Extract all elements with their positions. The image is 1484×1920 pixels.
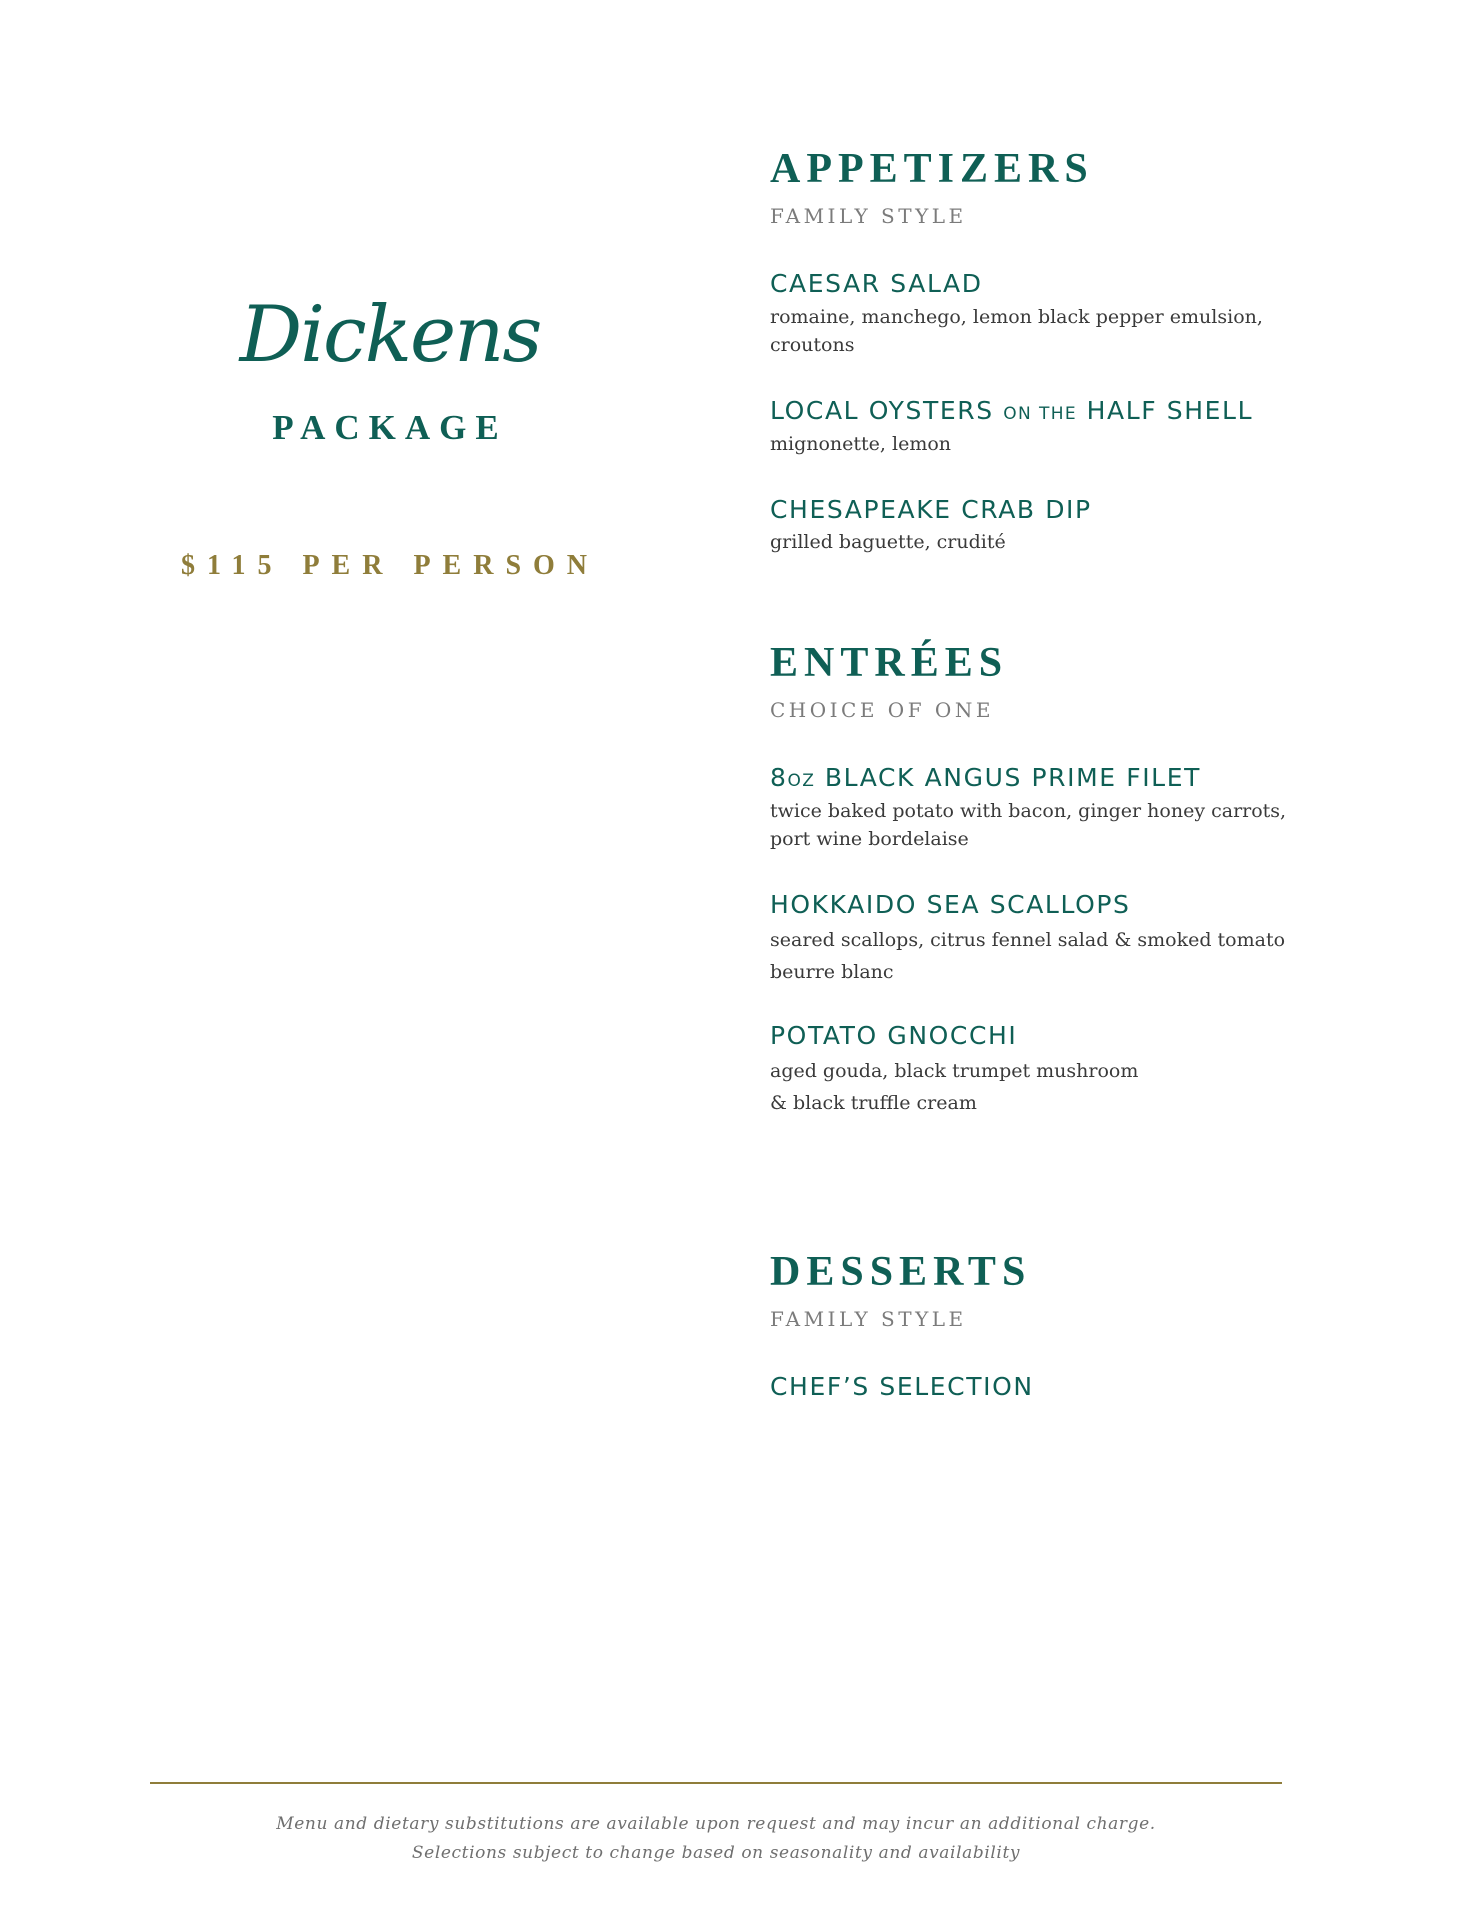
menu-item: [770, 270, 1390, 359]
section-title: APPETIZERS: [770, 146, 1094, 192]
brand-package-label: PACKAGE: [272, 408, 508, 447]
menu-item-description: [770, 528, 1390, 556]
menu-item-name-part: LOCAL OYSTERS: [770, 395, 1004, 425]
description-line: port wine bordelaise: [770, 828, 969, 850]
description-line: & black truffle cream: [770, 1091, 977, 1114]
menu-item-name-part: ON THE: [1003, 403, 1078, 424]
menu-item-description: [770, 1055, 1390, 1119]
menu-item: [770, 764, 1390, 853]
menu-item-name-part: BLACK ANGUS PRIME FILET: [815, 763, 1201, 793]
section-desserts: [770, 1248, 1390, 1402]
menu-item: [770, 1373, 1390, 1402]
menu-item: [770, 1022, 1390, 1119]
footer-note-line: Menu and dietary substitutions are available upon request and may incur an additional charge.: [276, 1814, 1156, 1834]
menu-item-name: [770, 397, 1390, 426]
description-line: twice baked potato with bacon, ginger honey carrots,: [770, 800, 1287, 822]
description-line: beurre blanc: [770, 960, 894, 983]
menu-item-description: [770, 924, 1390, 988]
menu-item-name-part: OZ: [787, 771, 816, 792]
menu-item-name: CHESAPEAKE CRAB DIP: [770, 494, 1092, 524]
brand-name: Dickens: [239, 290, 541, 380]
menu-item: [770, 397, 1390, 458]
menu-item-name: CHEF’S SELECTION: [770, 1371, 1034, 1401]
description-line: romaine, manchego, lemon black pepper emulsion,: [770, 305, 1263, 328]
menu-item-name-part: HALF SHELL: [1077, 395, 1254, 425]
price-per-person: $115 PER PERSON: [180, 550, 600, 581]
footer-divider: [150, 1782, 1282, 1784]
description-line: mignonette, lemon: [770, 432, 952, 455]
menu-item-description: [770, 430, 1390, 458]
menu-column: [770, 148, 1390, 1401]
description-line: croutons: [770, 333, 855, 356]
section-title: ENTRÉES: [770, 640, 1009, 687]
section-subtitle: FAMILY STYLE: [770, 204, 967, 228]
section-entrees: [770, 642, 1390, 1118]
menu-item-name-part: 8: [770, 763, 788, 793]
footer-note-line: Selections subject to change based on seasonality and availability: [411, 1843, 1021, 1863]
menu-item-name: POTATO GNOCCHI: [770, 1020, 1018, 1050]
section-title: DESSERTS: [770, 1248, 1032, 1295]
description-line: aged gouda, black trumpet mushroom: [770, 1059, 1139, 1082]
description-line: grilled baguette, crudité: [770, 531, 1006, 554]
section-subtitle: CHOICE OF ONE: [770, 698, 994, 723]
description-line: seared scallops, citrus fennel salad & smoked tomato: [770, 928, 1286, 951]
menu-item-description: [770, 303, 1390, 359]
menu-item: [770, 891, 1390, 988]
section-subtitle: FAMILY STYLE: [770, 1306, 967, 1331]
menu-item-name: HOKKAIDO SEA SCALLOPS: [770, 890, 1131, 919]
menu-item-name: CAESAR SALAD: [770, 269, 983, 298]
menu-item-name: [770, 764, 1390, 793]
menu-item-description: [770, 797, 1390, 853]
section-appetizers: [770, 148, 1390, 556]
menu-item: [770, 496, 1390, 557]
